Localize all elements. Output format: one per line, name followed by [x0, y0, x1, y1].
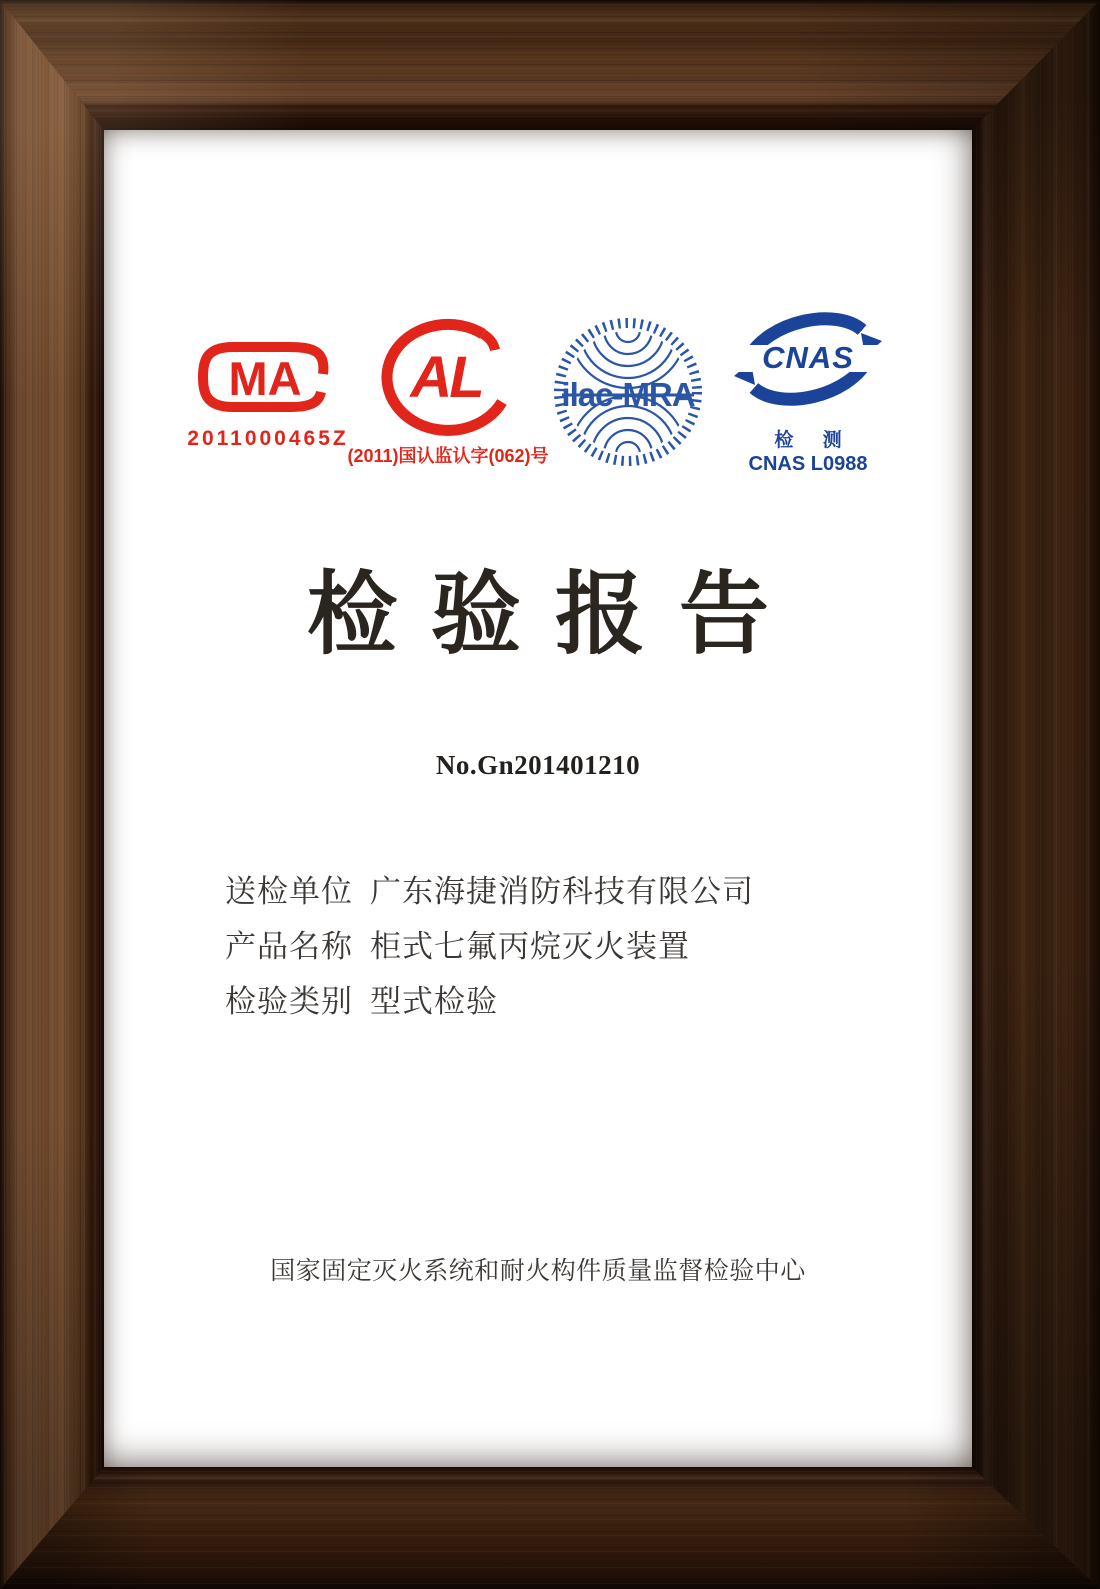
field-row-product: [225, 931, 754, 962]
cal-logo: [347, 317, 549, 468]
cnas-caption-code: CNAS L0988: [748, 452, 868, 475]
cal-caption: (2011)国认监认字(062)号: [347, 445, 549, 466]
cal-mark-text: AL: [410, 344, 482, 410]
cnas-logo: [726, 309, 891, 476]
certificate-page: [104, 130, 972, 1467]
issuing-organization: 国家固定灭火系统和耐火构件质量监督检验中心: [270, 1257, 806, 1285]
field-value: 广东海捷消防科技有限公司: [370, 874, 754, 909]
report-fields: [225, 876, 754, 1041]
field-row-submitter: [225, 876, 754, 907]
field-label: 送检单位: [225, 874, 353, 909]
cma-logo: [186, 334, 351, 451]
frame-bottom-rail: [0, 1467, 1100, 1589]
cnas-caption-cn: 检 测: [774, 429, 854, 451]
field-row-inspection-type: [225, 986, 754, 1017]
cnas-mark-icon: [733, 309, 883, 421]
report-title: 检验报告: [307, 565, 803, 665]
field-label: 检验类别: [225, 984, 353, 1019]
cma-mark-icon: [193, 334, 343, 420]
frame-top-rail: [0, 0, 1100, 130]
cma-caption: 2011000465Z: [187, 426, 349, 450]
frame-left-rail: [0, 0, 104, 1589]
accreditation-logos-row: [104, 312, 972, 475]
field-label: 产品名称: [225, 929, 353, 964]
ilac-mra-mark-icon: [552, 316, 704, 468]
cma-mark-text: MA: [228, 351, 302, 405]
frame-right-rail: [972, 0, 1100, 1589]
field-value: 柜式七氟丙烷灭火装置: [370, 929, 690, 964]
cnas-mark-text: CNAS: [762, 339, 854, 375]
ilac-mra-mark-text: ilac-MRA: [561, 376, 695, 413]
cal-mark-icon: [373, 317, 523, 439]
report-number: No.Gn201401210: [435, 750, 641, 780]
field-value: 型式检验: [370, 984, 498, 1019]
ilac-mra-logo: [546, 316, 711, 468]
